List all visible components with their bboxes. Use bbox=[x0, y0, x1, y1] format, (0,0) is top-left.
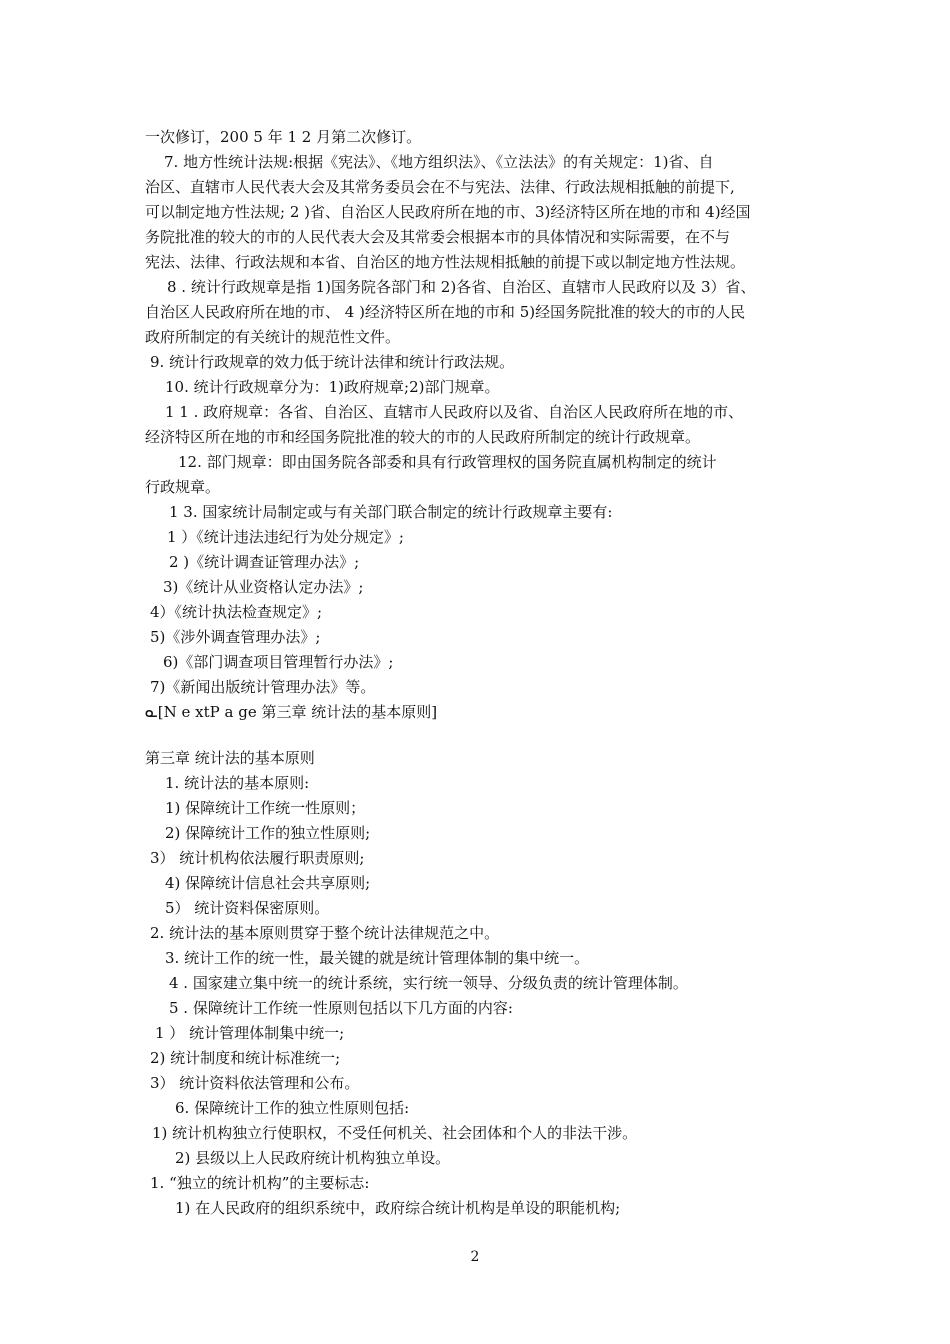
text-line: 6)《部门调查项目管理暂行办法》; bbox=[163, 653, 394, 671]
text-line: 8 . 统计行政规章是指 1)国务院各部门和 2)各省、自治区、直辖市人民政府以及 3）省、 bbox=[167, 278, 756, 296]
text-line: 9. 统计行政规章的效力低于统计法律和统计行政法规。 bbox=[150, 353, 515, 371]
text-line: 1. 统计法的基本原则: bbox=[165, 774, 310, 792]
text-line: 1) 在人民政府的组织系统中，政府综合统计机构是单设的职能机构; bbox=[175, 1199, 621, 1217]
text-line: 1 ）《统计违法违纪行为处分规定》; bbox=[167, 528, 404, 546]
text-line: 一次修订，200 5 年 1 2 月第二次修订。 bbox=[145, 128, 422, 146]
text-line: 宪法、法律、行政法规和本省、自治区的地方性法规相抵触的前提下或以制定地方性法规。 bbox=[145, 253, 746, 271]
text-line: 1. “独立的统计机构”的主要标志: bbox=[150, 1174, 370, 1192]
text-line: 务院批准的较大的市的人民代表大会及其常委会根据本市的具体情况和实际需要，在不与 bbox=[145, 228, 731, 246]
text-line: 2) 县级以上人民政府统计机构独立单设。 bbox=[175, 1149, 451, 1167]
text-line: 1 1 . 政府规章：各省、自治区、直辖市人民政府以及省、自治区人民政府所在地的市、 bbox=[165, 403, 744, 421]
text-line: 7)《新闻出版统计管理办法》等。 bbox=[150, 678, 376, 696]
page-number: 2 bbox=[470, 1249, 480, 1265]
text-line: 行政规章。 bbox=[145, 478, 221, 496]
text-line: 12. 部门规章：即由国务院各部委和具有行政管理权的国务院直属机构制定的统计 bbox=[178, 453, 717, 471]
text-line: 5） 统计资料保密原则。 bbox=[165, 899, 330, 917]
text-line: 6. 保障统计工作的独立性原则包括: bbox=[175, 1099, 410, 1117]
text-line: 2. 统计法的基本原则贯穿于整个统计法律规范之中。 bbox=[150, 924, 500, 942]
text-line: 4) 保障统计信息社会共享原则; bbox=[165, 874, 371, 892]
text-line: 3） 统计资料依法管理和公布。 bbox=[150, 1074, 360, 1092]
text-line: 政府所制定的有关统计的规范性文件。 bbox=[145, 328, 401, 346]
text-line: 1) 保障统计工作统一性原则； bbox=[165, 799, 366, 817]
text-line: 经济特区所在地的市和经国务院批准的较大的市的人民政府所制定的统计行政规章。 bbox=[145, 428, 701, 446]
text-line: 2 )《统计调查证管理办法》; bbox=[169, 553, 360, 571]
text-line: 7. 地方性统计法规:根据《宪法》、《地方组织法》、《立法法》的有关规定：1)省、自 bbox=[164, 153, 714, 171]
text-line: 10. 统计行政规章分为：1)政府规章;2)部门规章。 bbox=[165, 378, 500, 396]
text-line: 2) 保障统计工作的独立性原则; bbox=[165, 824, 371, 842]
text-line: 治区、直辖市人民代表大会及其常务委员会在不与宪法、法律、行政法规相抵触的前提下, bbox=[145, 178, 735, 196]
text-line: 5 . 保障统计工作统一性原则包括以下几方面的内容: bbox=[169, 999, 513, 1017]
text-line: 可以制定地方性法规; 2 )省、自治区人民政府所在地的市、3)经济特区所在地的市和 4)经国 bbox=[145, 203, 751, 221]
text-line: 4 . 国家建立集中统一的统计系统，实行统一领导、分级负责的统计管理体制。 bbox=[169, 974, 688, 992]
text-line: ᓇ[N e xtP a ge 第三章 统计法的基本原则] bbox=[145, 703, 438, 721]
text-line: 自治区人民政府所在地的市、 4 )经济特区所在地的市和 5)经国务院批准的较大的市的人民 bbox=[145, 303, 746, 321]
text-line: 3. 统计工作的统一性，最关键的就是统计管理体制的集中统一。 bbox=[165, 949, 590, 967]
text-line: 1) 统计机构独立行使职权，不受任何机关、社会团体和个人的非法干涉。 bbox=[152, 1124, 638, 1142]
chapter-heading: 第三章 统计法的基本原则 bbox=[145, 749, 315, 767]
text-line: 5)《涉外调查管理办法》; bbox=[150, 628, 321, 646]
text-line: 3） 统计机构依法履行职责原则; bbox=[150, 849, 365, 867]
text-line: 1 3. 国家统计局制定或与有关部门联合制定的统计行政规章主要有: bbox=[169, 503, 613, 521]
text-line: 3)《统计从业资格认定办法》; bbox=[163, 578, 364, 596]
text-line: 4）《统计执法检查规定》; bbox=[150, 603, 323, 621]
text-line: 1 ） 统计管理体制集中统一; bbox=[155, 1024, 345, 1042]
text-line: 2) 统计制度和统计标准统一; bbox=[150, 1049, 341, 1067]
